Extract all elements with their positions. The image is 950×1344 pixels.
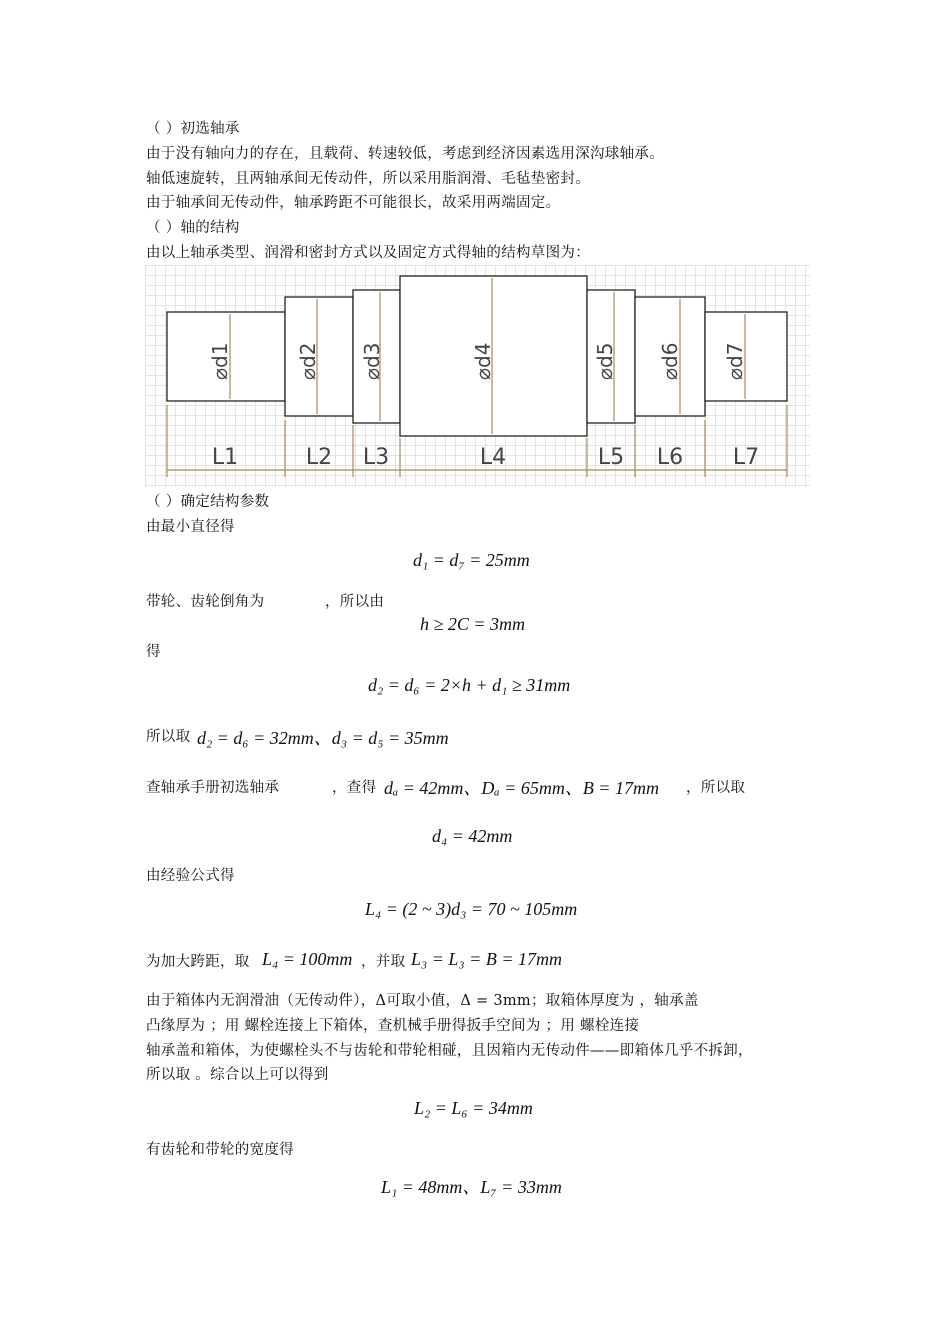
paragraph-11-mid: ，并取 bbox=[361, 954, 406, 970]
length-label-l1: L1 bbox=[211, 445, 239, 470]
paragraph-13: 有齿轮和带轮的宽度得 bbox=[146, 1142, 294, 1158]
shaft-structure-diagram bbox=[145, 265, 810, 487]
paragraph-1: 由于没有轴向力的存在，且载荷、转速较低，考虑到经济因素选用深沟球轴承。 bbox=[146, 146, 664, 162]
paragraph-12-line2: 凸缘厚为 ；用 螺栓连接上下箱体，查机械手册得扳手空间为 ；用 螺栓连接 bbox=[146, 1018, 640, 1034]
paragraph-6b: ，所以由 bbox=[325, 594, 385, 610]
equation-h: h ≥ 2C = 3mm bbox=[420, 614, 526, 634]
paragraph-3: 由于轴承间无传动件，轴承跨距不可能很长，故采用两端固定。 bbox=[146, 195, 561, 211]
equation-d2-d3: d₂ = d₆ = 32mm、d₃ = d₅ = 35mm bbox=[197, 728, 449, 748]
equation-l4-range: L₄ = (2 ~ 3)d₃ = 70 ~ 105mm bbox=[365, 899, 578, 919]
diameter-label-d2: ⌀d2 bbox=[296, 342, 320, 380]
paragraph-12-line3: 轴承盖和箱体，为使螺栓头不与齿轮和带轮相碰，且因箱内无传动件——即箱体几乎不拆卸， bbox=[146, 1043, 753, 1059]
length-label-l5: L5 bbox=[597, 445, 625, 470]
paragraph-4: 由以上轴承类型、润滑和密封方式以及固定方式得轴的结构草图为： bbox=[146, 245, 590, 261]
paragraph-9-mid: ，查得 bbox=[332, 780, 377, 796]
paragraph-10: 由经验公式得 bbox=[146, 868, 235, 884]
paragraph-9-prefix: 查轴承手册初选轴承 bbox=[146, 780, 280, 796]
paragraph-6a: 带轮、齿轮倒角为 bbox=[146, 594, 265, 610]
paragraph-5: 由最小直径得 bbox=[146, 519, 235, 535]
length-label-l4: L4 bbox=[479, 445, 507, 470]
equation-d1-d7: d₁ = d₇ = 25mm bbox=[413, 550, 530, 570]
section-title-structure: （ ）轴的结构 bbox=[146, 220, 240, 236]
paragraph-2: 轴低速旋转，且两轴承间无传动件，所以采用脂润滑、毛毡垫密封。 bbox=[146, 171, 590, 187]
paragraph-8-prefix: 所以取 bbox=[146, 729, 191, 745]
length-label-l2: L2 bbox=[305, 445, 333, 470]
paragraph-12-line1: 由于箱体内无润滑油（无传动件），Δ可取小值，Δ = 3mm；取箱体厚度为 ，轴承盖 bbox=[146, 993, 699, 1009]
equation-l2-l6: L₂ = L₆ = 34mm bbox=[414, 1098, 533, 1118]
equation-l4: L₄ = 100mm bbox=[262, 949, 353, 969]
length-label-l3: L3 bbox=[362, 445, 390, 470]
diameter-label-d7: ⌀d7 bbox=[723, 342, 747, 380]
equation-bearing-dims: dₐ = 42mm、Dₐ = 65mm、B = 17mm bbox=[384, 778, 659, 798]
equation-l1-l7: L₁ = 48mm、L₇ = 33mm bbox=[381, 1177, 562, 1197]
length-label-l6: L6 bbox=[656, 445, 684, 470]
diameter-label-d4: ⌀d4 bbox=[471, 342, 495, 380]
section-title-bearing: （ ）初选轴承 bbox=[146, 121, 240, 137]
diameter-label-d3: ⌀d3 bbox=[360, 342, 384, 380]
diameter-label-d1: ⌀d1 bbox=[208, 342, 232, 380]
equation-d4: d₄ = 42mm bbox=[432, 826, 513, 846]
diameter-label-d5: ⌀d5 bbox=[593, 342, 617, 380]
diameter-label-d6: ⌀d6 bbox=[658, 342, 682, 380]
paragraph-9-suffix: ，所以取 bbox=[686, 780, 746, 796]
equation-d2-d6: d₂ = d₆ = 2×h + d₁ ≥ 31mm bbox=[368, 675, 571, 695]
length-label-l7: L7 bbox=[732, 445, 760, 470]
paragraph-11-prefix: 为加大跨距，取 bbox=[146, 954, 250, 970]
paragraph-12-line4: 所以取 。综合以上可以得到 bbox=[146, 1067, 329, 1083]
paragraph-7: 得 bbox=[146, 644, 161, 660]
section-title-parameters: （ ）确定结构参数 bbox=[146, 494, 270, 510]
equation-l3: L₃ = L₃ = B = 17mm bbox=[411, 949, 562, 969]
